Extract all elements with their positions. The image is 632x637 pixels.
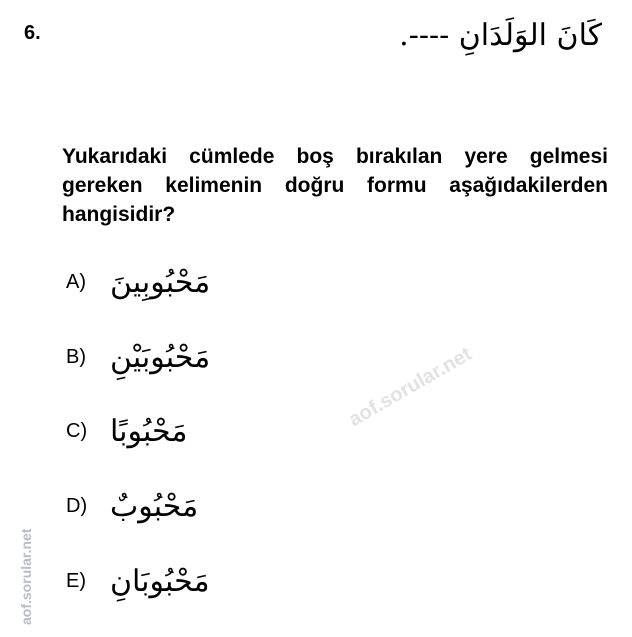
arabic-sentence: كَانَ الوَلَدَانِ ----.	[399, 18, 602, 53]
option-e[interactable]	[66, 561, 210, 601]
option-d[interactable]	[66, 486, 198, 526]
option-d-arabic: مَحْبُوبٌ	[110, 488, 199, 524]
option-a-label: A)	[66, 270, 86, 293]
option-c-label: C)	[66, 419, 88, 442]
option-c-arabic: مَحْبُوبًا	[110, 413, 188, 449]
question-prompt: Yukarıdaki cümlede boş bırakılan yere gelmesi gereken kelimenin doğru formu aşağıdakilerden hangisidir?	[62, 145, 608, 226]
option-b[interactable]	[66, 337, 210, 377]
watermark-center: aof.sorular.net	[345, 343, 476, 432]
question-number: 6.	[24, 22, 41, 44]
option-b-arabic: مَحْبُوبَيْنِ	[110, 339, 211, 375]
option-c[interactable]	[66, 411, 187, 451]
watermark-side: aof.sorular.net	[18, 528, 34, 625]
option-a-arabic: مَحْبُوبِينَ	[110, 264, 211, 300]
option-d-label: D)	[66, 494, 88, 517]
option-e-label: E)	[66, 569, 86, 592]
option-b-label: B)	[66, 345, 86, 368]
option-a[interactable]	[66, 262, 210, 302]
option-e-arabic: مَحْبُوبَانِ	[110, 563, 210, 599]
